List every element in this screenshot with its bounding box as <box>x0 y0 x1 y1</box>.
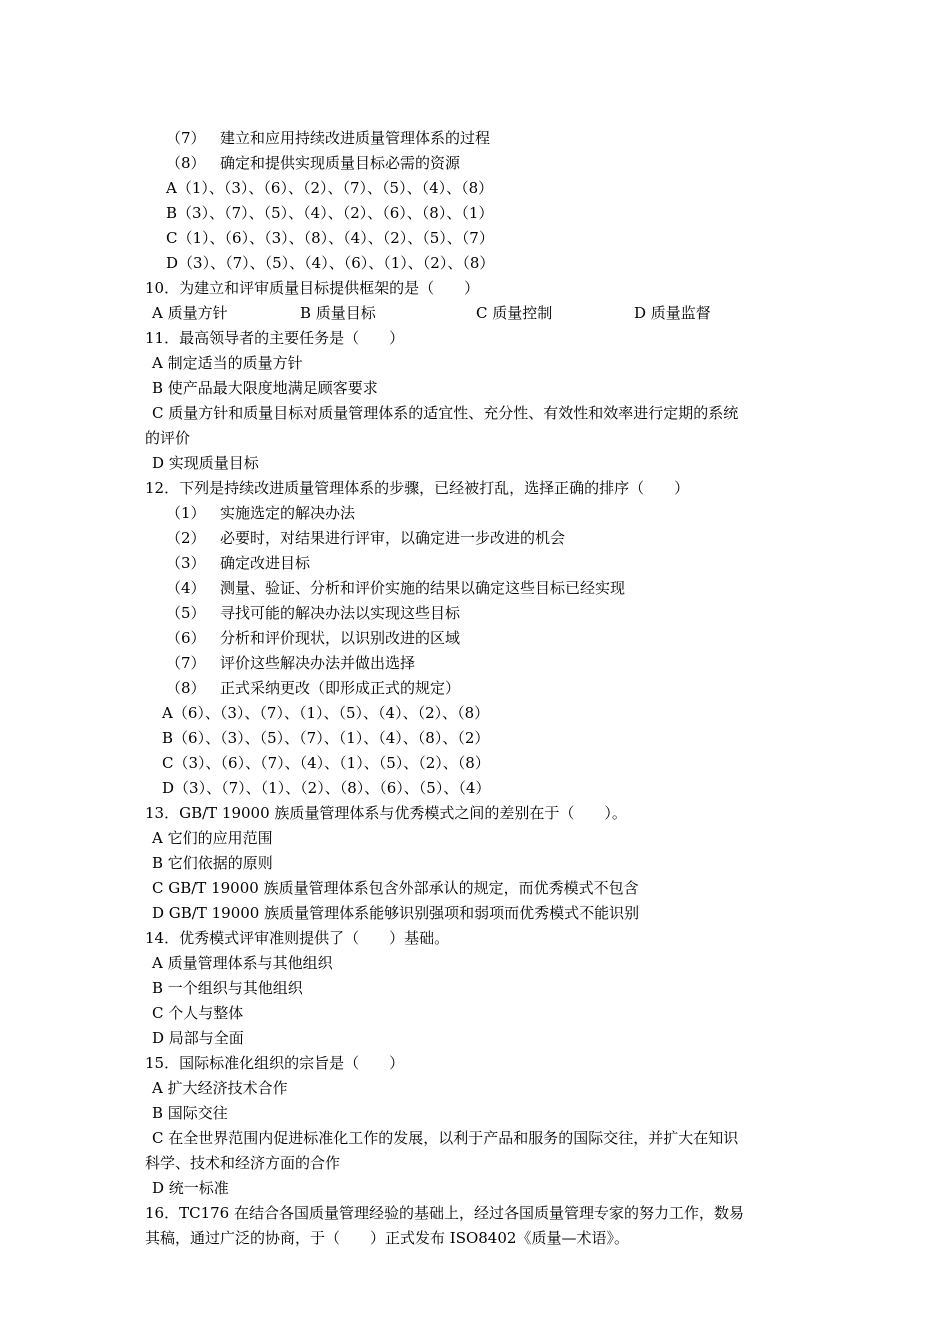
option-d: D GB/T 19000 族质量管理体系能够识别强项和弱项而优秀模式不能识别 <box>152 904 640 922</box>
option-a: A（1）、（3）、（6）、（2）、（7）、（5）、（4）、（8） <box>166 179 494 197</box>
option-c: C 个人与整体 <box>152 1004 244 1022</box>
option-b: B 一个组织与其他组织 <box>152 979 303 997</box>
option-c: C（3）、（6）、（7）、（4）、（1）、（5）、（2）、（8） <box>162 754 490 772</box>
step-number: （7） <box>166 654 206 672</box>
step-number: （2） <box>166 529 206 547</box>
step-number: （6） <box>166 629 206 647</box>
step-item <box>0 626 950 651</box>
option-a: A 质量方针 <box>152 304 228 322</box>
question-11-stem: 11．最高领导者的主要任务是（ ） <box>145 329 405 347</box>
step-text: 正式采纳更改（即形成正式的规定） <box>220 679 461 697</box>
option-c: C 质量控制 <box>476 304 553 322</box>
step-text: 测量、验证、分析和评价实施的结果以确定这些目标已经实现 <box>220 579 626 597</box>
option-c: C 在全世界范围内促进标准化工作的发展，以利于产品和服务的国际交往，并扩大在知识 <box>152 1129 739 1147</box>
question-16-stem-continued: 其稿，通过广泛的协商，于（ ）正式发布 ISO8402《质量—术语》。 <box>145 1229 629 1247</box>
step-item <box>0 151 950 176</box>
step-item <box>0 501 950 526</box>
question-12-stem: 12．下列是持续改进质量管理体系的步骤，已经被打乱，选择正确的排序（ ） <box>145 479 690 497</box>
step-text: 实施选定的解决办法 <box>220 504 356 522</box>
option-d: D 实现质量目标 <box>152 454 259 472</box>
step-text: 评价这些解决办法并做出选择 <box>220 654 416 672</box>
step-number: （8） <box>166 679 206 697</box>
option-b: B 使产品最大限度地满足顾客要求 <box>152 379 378 397</box>
step-number: （5） <box>166 604 206 622</box>
option-a: A 制定适当的质量方针 <box>152 354 303 372</box>
step-text: 分析和评价现状，以识别改进的区域 <box>220 629 461 647</box>
step-item <box>0 526 950 551</box>
question-13-stem: 13．GB/T 19000 族质量管理体系与优秀模式之间的差别在于（ ）。 <box>145 804 627 822</box>
option-c: C（1）、（6）、（3）、（8）、（4）、（2）、（5）、（7） <box>166 229 494 247</box>
option-c-continued: 科学、技术和经济方面的合作 <box>145 1154 341 1172</box>
option-a: A（6）、（3）、（7）、（1）、（5）、（4）、（2）、（8） <box>162 704 490 722</box>
step-number: （4） <box>166 579 206 597</box>
document-body <box>0 126 950 1251</box>
option-d: D 统一标准 <box>152 1179 229 1197</box>
option-d: D（3）、（7）、（5）、（4）、（6）、（1）、（2）、（8） <box>166 254 495 272</box>
step-item <box>0 551 950 576</box>
step-text: 确定和提供实现质量目标必需的资源 <box>220 154 461 172</box>
step-number: （8） <box>166 154 206 172</box>
step-item <box>0 126 950 151</box>
question-10-options <box>0 301 950 326</box>
option-c: C 质量方针和质量目标对质量管理体系的适宜性、充分性、有效性和效率进行定期的系统 <box>152 404 739 422</box>
question-10-stem: 10．为建立和评审质量目标提供框架的是（ ） <box>145 279 480 297</box>
question-14-stem: 14．优秀模式评审准则提供了（ ）基础。 <box>145 929 450 947</box>
step-number: （1） <box>166 504 206 522</box>
option-d: D 局部与全面 <box>152 1029 244 1047</box>
option-b: B 国际交往 <box>152 1104 228 1122</box>
option-d: D（3）、（7）、（1）、（2）、（8）、（6）、（5）、（4） <box>162 779 491 797</box>
option-a: A 质量管理体系与其他组织 <box>152 954 333 972</box>
option-b: B（6）、（3）、（5）、（7）、（1）、（4）、（8）、（2） <box>162 729 490 747</box>
option-d: D 质量监督 <box>634 304 711 322</box>
option-b: B 它们依据的原则 <box>152 854 273 872</box>
option-b: B 质量目标 <box>300 304 376 322</box>
step-text: 必要时，对结果进行评审，以确定进一步改进的机会 <box>220 529 566 547</box>
step-text: 建立和应用持续改进质量管理体系的过程 <box>220 129 491 147</box>
option-a: A 它们的应用范围 <box>152 829 273 847</box>
step-number: （3） <box>166 554 206 572</box>
step-item <box>0 601 950 626</box>
question-15-stem: 15．国际标准化组织的宗旨是（ ） <box>145 1054 405 1072</box>
step-item <box>0 676 950 701</box>
option-b: B（3）、（7）、（5）、（4）、（2）、（6）、（8）、（1） <box>166 204 494 222</box>
option-a: A 扩大经济技术合作 <box>152 1079 288 1097</box>
option-c: C GB/T 19000 族质量管理体系包含外部承认的规定，而优秀模式不包含 <box>152 879 639 897</box>
step-text: 寻找可能的解决办法以实现这些目标 <box>220 604 461 622</box>
option-c-continued: 的评价 <box>145 429 191 447</box>
step-number: （7） <box>166 129 206 147</box>
step-text: 确定改进目标 <box>220 554 311 572</box>
step-item <box>0 651 950 676</box>
step-item <box>0 576 950 601</box>
question-16-stem: 16．TC176 在结合各国质量管理经验的基础上，经过各国质量管理专家的努力工作，数易 <box>145 1204 744 1222</box>
